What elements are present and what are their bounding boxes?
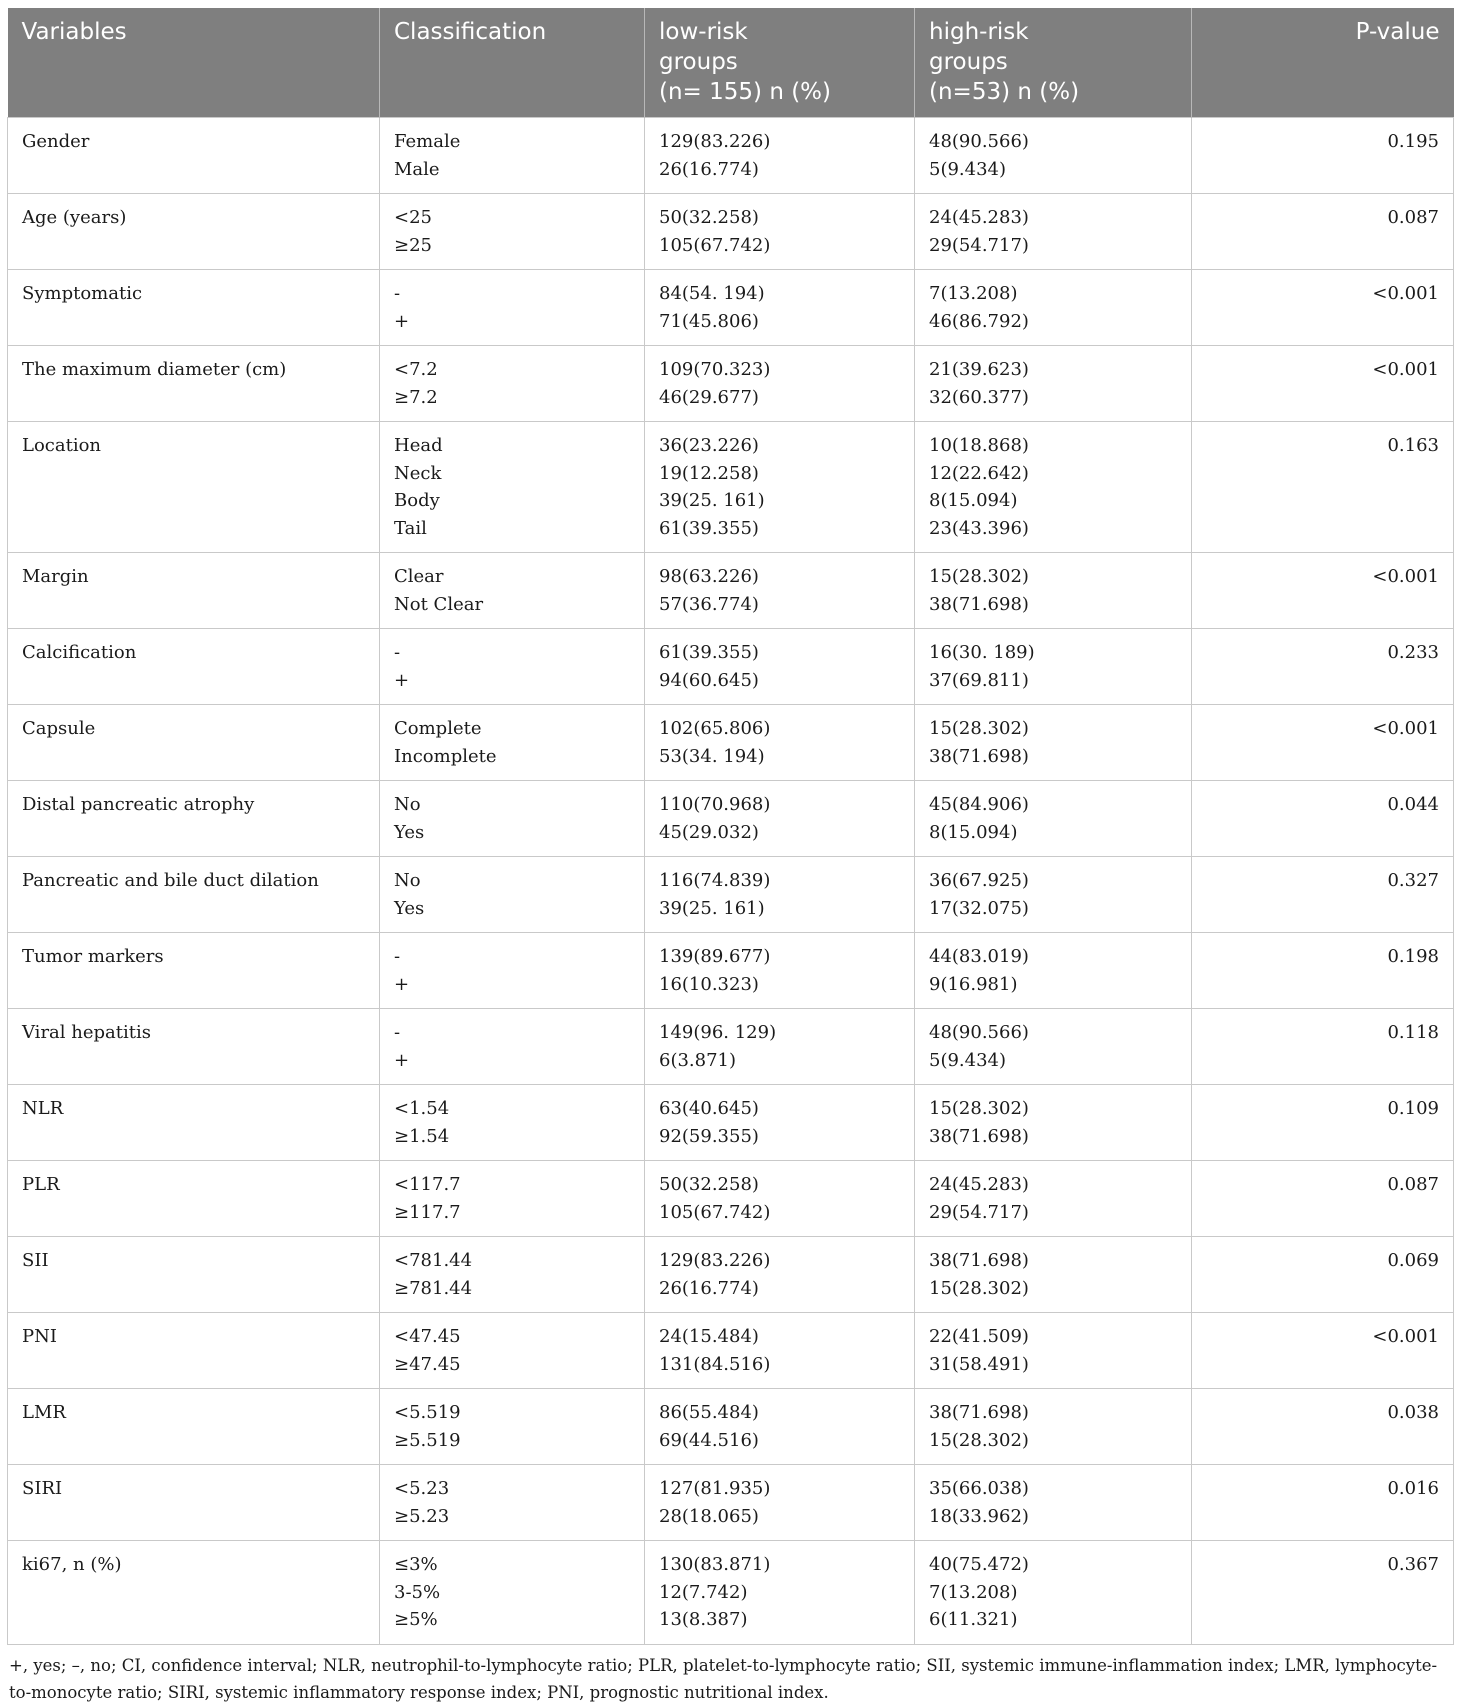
low-risk-value: 63(40.645) [659, 1098, 759, 1119]
low-risk-cell [645, 553, 915, 629]
low-risk-value: 26(16.774) [659, 1277, 759, 1299]
classification-value: <1.54 [394, 1098, 450, 1119]
classification-value: ≥5.519 [394, 1429, 461, 1451]
low-risk-cell [645, 194, 915, 270]
classification-cell [380, 1541, 645, 1645]
high-risk-value: 15(28.302) [929, 718, 1029, 739]
variable-cell: LMR [8, 1389, 380, 1465]
classification-value: ≥781.44 [394, 1277, 473, 1299]
classification-value: - [394, 1022, 401, 1043]
low-risk-value: 24(15.484) [659, 1326, 759, 1347]
variable-cell: Gender [8, 118, 380, 194]
table-row [8, 1541, 1454, 1645]
classification-value: No [394, 794, 421, 815]
high-risk-cell [915, 1313, 1192, 1389]
table-row [8, 1313, 1454, 1389]
low-risk-value: 127(81.935) [659, 1478, 771, 1499]
table-row [8, 270, 1454, 346]
high-risk-value: 29(54.717) [929, 1201, 1029, 1223]
high-risk-value: 24(45.283) [929, 207, 1029, 228]
low-risk-value: 105(67.742) [659, 234, 771, 256]
high-risk-cell [915, 1465, 1192, 1541]
low-risk-cell [645, 270, 915, 346]
high-risk-cell [915, 346, 1192, 422]
high-risk-cell [915, 422, 1192, 553]
low-risk-value: 110(70.968) [659, 794, 771, 815]
low-risk-value: 92(59.355) [659, 1125, 759, 1147]
table-header [8, 8, 1454, 118]
variable-cell: SII [8, 1237, 380, 1313]
classification-cell [380, 781, 645, 857]
classification-value: Tail [394, 517, 427, 539]
p-value-cell: 0.367 [1192, 1541, 1454, 1645]
high-risk-value: 15(28.302) [929, 1277, 1029, 1299]
classification-cell [380, 1009, 645, 1085]
p-value-cell: <0.001 [1192, 1313, 1454, 1389]
low-risk-value: 130(83.871) [659, 1554, 771, 1575]
classification-value: ≥1.54 [394, 1125, 450, 1147]
classification-value: Not Clear [394, 593, 484, 615]
classification-value: <117.7 [394, 1174, 461, 1195]
high-risk-value: 38(71.698) [929, 1125, 1029, 1147]
low-risk-cell [645, 857, 915, 933]
classification-cell [380, 933, 645, 1009]
low-risk-cell [645, 1085, 915, 1161]
p-value-cell: 0.327 [1192, 857, 1454, 933]
low-risk-cell [645, 933, 915, 1009]
classification-value: Body [394, 490, 440, 511]
table-row [8, 194, 1454, 270]
low-risk-cell [645, 781, 915, 857]
low-risk-value: 129(83.226) [659, 131, 771, 152]
classification-cell [380, 1313, 645, 1389]
p-value-cell: 0.195 [1192, 118, 1454, 194]
classification-cell [380, 705, 645, 781]
classification-value: + [394, 973, 410, 995]
table-row [8, 857, 1454, 933]
low-risk-value: 39(25. 161) [659, 897, 765, 919]
low-risk-value: 19(12.258) [659, 462, 759, 484]
classification-value: <25 [394, 207, 432, 228]
header-low-risk-line: (n= 155) n (%) [659, 79, 832, 105]
high-risk-value: 15(28.302) [929, 1429, 1029, 1451]
high-risk-value: 15(28.302) [929, 1098, 1029, 1119]
low-risk-value: 109(70.323) [659, 359, 771, 380]
variable-cell: The maximum diameter (cm) [8, 346, 380, 422]
classification-value: + [394, 1049, 410, 1071]
classification-value: ≥5% [394, 1609, 438, 1630]
classification-value: Yes [394, 821, 425, 843]
classification-cell [380, 553, 645, 629]
table-row [8, 629, 1454, 705]
header-variables: Variables [8, 8, 380, 118]
classification-value: Yes [394, 897, 425, 919]
high-risk-cell [915, 553, 1192, 629]
high-risk-value: 16(30. 189) [929, 642, 1035, 663]
p-value-cell: 0.163 [1192, 422, 1454, 553]
classification-cell [380, 118, 645, 194]
low-risk-cell [645, 1541, 915, 1645]
variable-cell: ki67, n (%) [8, 1541, 380, 1645]
low-risk-value: 28(18.065) [659, 1505, 759, 1527]
variable-cell: Symptomatic [8, 270, 380, 346]
variable-cell: Viral hepatitis [8, 1009, 380, 1085]
classification-value: Clear [394, 566, 444, 587]
classification-value: + [394, 310, 410, 332]
header-classification: Classification [380, 8, 645, 118]
classification-value: ≤3% [394, 1554, 438, 1575]
classification-value: <7.2 [394, 359, 438, 380]
p-value-cell: 0.087 [1192, 194, 1454, 270]
header-low-risk-line: groups [659, 49, 738, 75]
low-risk-value: 50(32.258) [659, 1174, 759, 1195]
classification-value: <781.44 [394, 1250, 473, 1271]
header-low-risk [645, 8, 915, 118]
classification-cell [380, 1085, 645, 1161]
high-risk-value: 17(32.075) [929, 897, 1029, 919]
table-row [8, 422, 1454, 553]
high-risk-value: 10(18.868) [929, 435, 1029, 456]
classification-cell [380, 1161, 645, 1237]
low-risk-value: 26(16.774) [659, 158, 759, 180]
low-risk-value: 12(7.742) [659, 1581, 748, 1603]
p-value-cell: 0.069 [1192, 1237, 1454, 1313]
classification-value: <5.519 [394, 1402, 461, 1423]
p-value-cell: 0.038 [1192, 1389, 1454, 1465]
classification-value: ≥47.45 [394, 1353, 461, 1375]
low-risk-value: 16(10.323) [659, 973, 759, 995]
low-risk-value: 84(54. 194) [659, 283, 765, 304]
high-risk-value: 44(83.019) [929, 946, 1029, 967]
low-risk-cell [645, 1313, 915, 1389]
high-risk-cell [915, 1161, 1192, 1237]
p-value-cell: 0.118 [1192, 1009, 1454, 1085]
classification-value: 3-5% [394, 1581, 441, 1603]
high-risk-cell [915, 629, 1192, 705]
variable-cell: SIRI [8, 1465, 380, 1541]
table-row [8, 346, 1454, 422]
low-risk-value: 39(25. 161) [659, 490, 765, 511]
high-risk-value: 8(15.094) [929, 821, 1018, 843]
classification-value: - [394, 283, 401, 304]
table-container [7, 8, 1453, 1706]
high-risk-cell [915, 1009, 1192, 1085]
low-risk-value: 131(84.516) [659, 1353, 771, 1375]
high-risk-value: 18(33.962) [929, 1505, 1029, 1527]
high-risk-value: 45(84.906) [929, 794, 1029, 815]
low-risk-value: 94(60.645) [659, 669, 759, 691]
classification-value: - [394, 946, 401, 967]
variable-cell: PLR [8, 1161, 380, 1237]
classification-value: + [394, 669, 410, 691]
p-value-cell: <0.001 [1192, 270, 1454, 346]
classification-value: <47.45 [394, 1326, 461, 1347]
classification-cell [380, 346, 645, 422]
high-risk-cell [915, 857, 1192, 933]
table-row [8, 1009, 1454, 1085]
high-risk-cell [915, 1389, 1192, 1465]
classification-cell [380, 422, 645, 553]
high-risk-value: 5(9.434) [929, 158, 1007, 180]
table-body [8, 118, 1454, 1645]
low-risk-cell [645, 705, 915, 781]
classification-cell [380, 270, 645, 346]
low-risk-value: 13(8.387) [659, 1609, 748, 1630]
low-risk-cell [645, 1237, 915, 1313]
high-risk-value: 7(13.208) [929, 283, 1018, 304]
table-row [8, 1161, 1454, 1237]
low-risk-cell [645, 1389, 915, 1465]
table-row [8, 1389, 1454, 1465]
classification-cell [380, 629, 645, 705]
classification-value: No [394, 870, 421, 891]
header-low-risk-line: low-risk [659, 19, 748, 45]
low-risk-value: 69(44.516) [659, 1429, 759, 1451]
high-risk-value: 29(54.717) [929, 234, 1029, 256]
classification-cell [380, 1389, 645, 1465]
low-risk-cell [645, 118, 915, 194]
low-risk-value: 129(83.226) [659, 1250, 771, 1271]
high-risk-cell [915, 270, 1192, 346]
high-risk-value: 38(71.698) [929, 745, 1029, 767]
table-row [8, 933, 1454, 1009]
low-risk-value: 149(96. 129) [659, 1022, 777, 1043]
p-value-cell: 0.087 [1192, 1161, 1454, 1237]
header-row [8, 8, 1454, 118]
table-row [8, 553, 1454, 629]
data-table [7, 8, 1454, 1645]
classification-value: Complete [394, 718, 482, 739]
classification-value: ≥7.2 [394, 386, 438, 408]
high-risk-value: 38(71.698) [929, 1250, 1029, 1271]
high-risk-value: 24(45.283) [929, 1174, 1029, 1195]
low-risk-value: 102(65.806) [659, 718, 771, 739]
classification-cell [380, 194, 645, 270]
classification-value: Incomplete [394, 745, 497, 767]
low-risk-value: 45(29.032) [659, 821, 759, 843]
variable-cell: Location [8, 422, 380, 553]
high-risk-cell [915, 705, 1192, 781]
high-risk-value: 48(90.566) [929, 1022, 1029, 1043]
header-high-risk-line: groups [929, 49, 1008, 75]
low-risk-cell [645, 422, 915, 553]
low-risk-cell [645, 629, 915, 705]
classification-cell [380, 857, 645, 933]
p-value-cell: 0.044 [1192, 781, 1454, 857]
low-risk-value: 50(32.258) [659, 207, 759, 228]
high-risk-value: 6(11.321) [929, 1609, 1018, 1630]
high-risk-value: 37(69.811) [929, 669, 1029, 691]
header-high-risk-line: (n=53) n (%) [929, 79, 1080, 105]
variable-cell: NLR [8, 1085, 380, 1161]
high-risk-cell [915, 1085, 1192, 1161]
classification-value: Male [394, 158, 440, 180]
low-risk-value: 86(55.484) [659, 1402, 759, 1423]
table-footnote: +, yes; –, no; CI, confidence interval; NLR, neutrophil-to-lymphocyte ratio; PLR, platelet-to-lymphocyte ratio; SII, systemic immune-inflammation index; LMR, lymphocyte-to-monocyte ratio; SIRI, systemic inflammatory response index; PNI, prognostic nutritional index. [9, 1655, 1438, 1702]
high-risk-cell [915, 1541, 1192, 1645]
low-risk-value: 57(36.774) [659, 593, 759, 615]
variable-cell: PNI [8, 1313, 380, 1389]
low-risk-value: 61(39.355) [659, 642, 759, 663]
high-risk-value: 22(41.509) [929, 1326, 1029, 1347]
classification-value: Head [394, 435, 443, 456]
classification-value: ≥25 [394, 234, 432, 256]
low-risk-value: 46(29.677) [659, 386, 759, 408]
low-risk-value: 6(3.871) [659, 1049, 737, 1071]
variable-cell: Tumor markers [8, 933, 380, 1009]
classification-value: Female [394, 131, 461, 152]
high-risk-value: 23(43.396) [929, 517, 1029, 539]
high-risk-value: 12(22.642) [929, 462, 1029, 484]
low-risk-value: 98(63.226) [659, 566, 759, 587]
classification-cell [380, 1465, 645, 1541]
header-p-value: P-value [1192, 8, 1454, 118]
classification-value: <5.23 [394, 1478, 450, 1499]
high-risk-cell [915, 194, 1192, 270]
low-risk-value: 53(34. 194) [659, 745, 765, 767]
classification-cell [380, 1237, 645, 1313]
table-row [8, 118, 1454, 194]
table-row [8, 1465, 1454, 1541]
p-value-cell: <0.001 [1192, 553, 1454, 629]
low-risk-value: 36(23.226) [659, 435, 759, 456]
p-value-cell: <0.001 [1192, 705, 1454, 781]
high-risk-value: 46(86.792) [929, 310, 1029, 332]
variable-cell: Capsule [8, 705, 380, 781]
p-value-cell: 0.233 [1192, 629, 1454, 705]
high-risk-value: 36(67.925) [929, 870, 1029, 891]
low-risk-cell [645, 346, 915, 422]
high-risk-value: 21(39.623) [929, 359, 1029, 380]
low-risk-value: 61(39.355) [659, 517, 759, 539]
high-risk-value: 5(9.434) [929, 1049, 1007, 1071]
table-row [8, 705, 1454, 781]
high-risk-value: 38(71.698) [929, 1402, 1029, 1423]
p-value-cell: 0.016 [1192, 1465, 1454, 1541]
high-risk-cell [915, 933, 1192, 1009]
table-row [8, 781, 1454, 857]
p-value-cell: 0.109 [1192, 1085, 1454, 1161]
variable-cell: Distal pancreatic atrophy [8, 781, 380, 857]
table-row [8, 1237, 1454, 1313]
high-risk-value: 32(60.377) [929, 386, 1029, 408]
low-risk-value: 105(67.742) [659, 1201, 771, 1223]
high-risk-value: 7(13.208) [929, 1581, 1018, 1603]
high-risk-value: 40(75.472) [929, 1554, 1029, 1575]
low-risk-value: 71(45.806) [659, 310, 759, 332]
variable-cell: Pancreatic and bile duct dilation [8, 857, 380, 933]
high-risk-value: 9(16.981) [929, 973, 1018, 995]
classification-value: ≥5.23 [394, 1505, 450, 1527]
high-risk-cell [915, 118, 1192, 194]
high-risk-value: 15(28.302) [929, 566, 1029, 587]
p-value-cell: 0.198 [1192, 933, 1454, 1009]
high-risk-value: 8(15.094) [929, 490, 1018, 511]
variable-cell: Margin [8, 553, 380, 629]
high-risk-value: 31(58.491) [929, 1353, 1029, 1375]
high-risk-value: 48(90.566) [929, 131, 1029, 152]
high-risk-cell [915, 1237, 1192, 1313]
low-risk-cell [645, 1161, 915, 1237]
header-high-risk [915, 8, 1192, 118]
low-risk-value: 116(74.839) [659, 870, 771, 891]
p-value-cell: <0.001 [1192, 346, 1454, 422]
table-row [8, 1085, 1454, 1161]
variable-cell: Age (years) [8, 194, 380, 270]
high-risk-cell [915, 781, 1192, 857]
classification-value: ≥117.7 [394, 1201, 461, 1223]
variable-cell: Calcification [8, 629, 380, 705]
low-risk-cell [645, 1009, 915, 1085]
high-risk-value: 35(66.038) [929, 1478, 1029, 1499]
classification-value: - [394, 642, 401, 663]
high-risk-value: 38(71.698) [929, 593, 1029, 615]
low-risk-cell [645, 1465, 915, 1541]
header-high-risk-line: high-risk [929, 19, 1029, 45]
low-risk-value: 139(89.677) [659, 946, 771, 967]
classification-value: Neck [394, 462, 442, 484]
